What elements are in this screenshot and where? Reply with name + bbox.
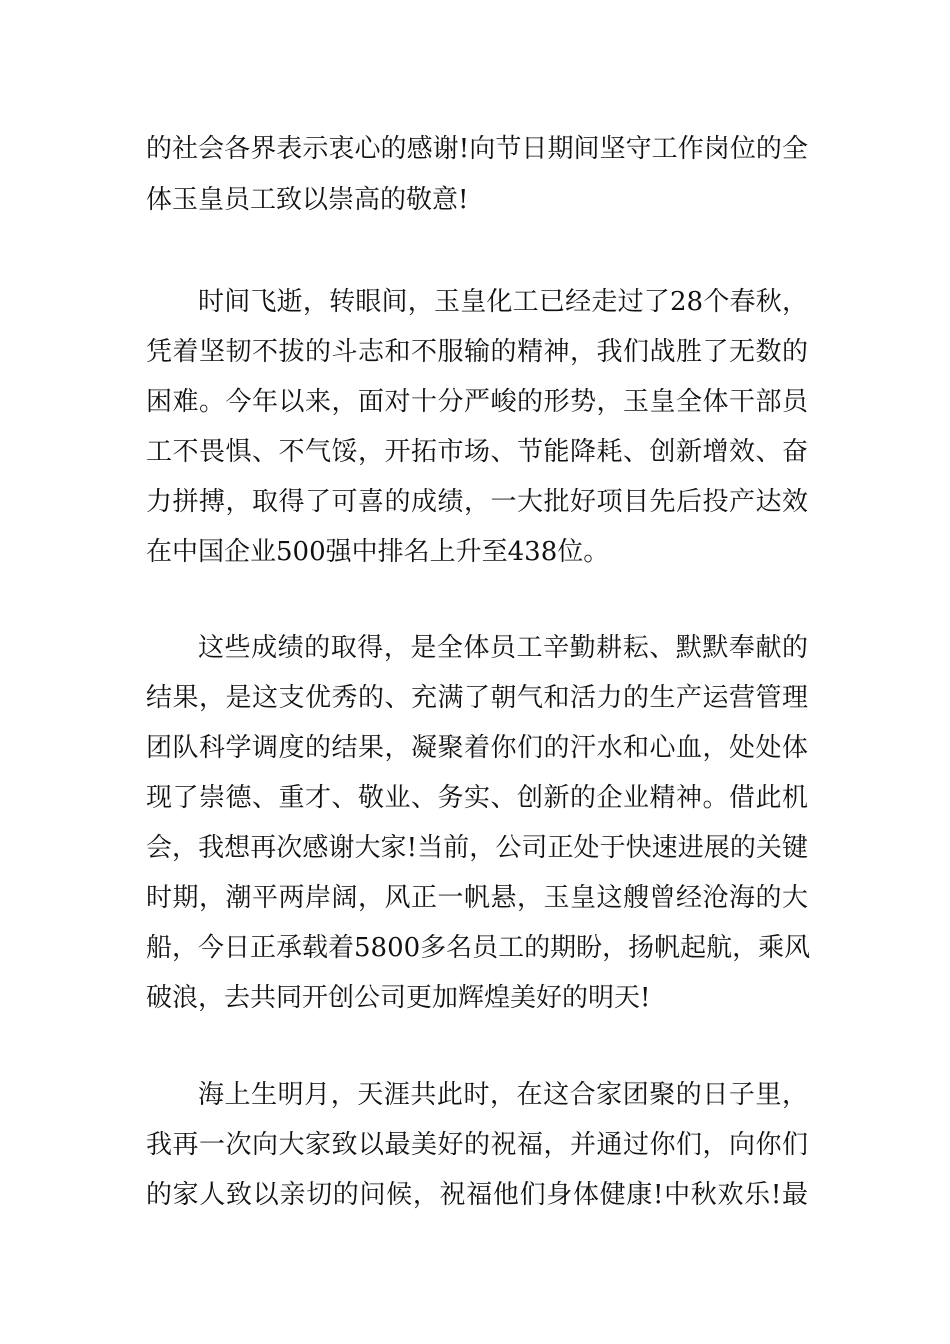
paragraph-3-line-3: 团队科学调度的结果，凝聚着你们的汗水和心血，处处体 <box>146 733 808 763</box>
paragraph-3-line-5: 会，我想再次感谢大家!当前，公司正处于快速进展的关键 <box>146 833 808 863</box>
paragraph-2-line-2: 凭着坚韧不拔的斗志和不服输的精神，我们战胜了无数的 <box>146 337 808 367</box>
paragraph-2-line-5: 力拼搏，取得了可喜的成绩，一大批好项目先后投产达效 <box>146 487 808 517</box>
paragraph-4-line-2: 我再一次向大家致以最美好的祝福，并通过你们，向你们 <box>146 1130 808 1160</box>
paragraph-3-line-4: 现了崇德、重才、敬业、务实、创新的企业精神。借此机 <box>146 783 808 813</box>
paragraph-3-line-2: 结果，是这支优秀的、充满了朝气和活力的生产运营管理 <box>146 683 808 713</box>
paragraph-2-line-3: 困难。今年以来，面对十分严峻的形势，玉皇全体干部员 <box>146 387 808 417</box>
paragraph-2-line-4: 工不畏惧、不气馁，开拓市场、节能降耗、创新增效、奋 <box>146 437 808 467</box>
paragraph-2-line-1: 时间飞逝，转眼间，玉皇化工已经走过了28个春秋， <box>198 287 808 317</box>
paragraph-2-line-6: 在中国企业500强中排名上升至438位。 <box>146 537 610 567</box>
paragraph-1-line-2: 体玉皇员工致以崇高的敬意! <box>146 185 469 215</box>
paragraph-3-line-8: 破浪，去共同开创公司更加辉煌美好的明天! <box>146 983 651 1013</box>
paragraph-3-line-6: 时期，潮平两岸阔，风正一帆悬，玉皇这艘曾经沧海的大 <box>146 883 808 913</box>
paragraph-3-line-7: 船，今日正承载着5800多名员工的期盼，扬帆起航，乘风 <box>146 933 811 963</box>
paragraph-3-line-1: 这些成绩的取得，是全体员工辛勤耕耘、默默奉献的 <box>198 633 808 663</box>
paragraph-1-line-1: 的社会各界表示衷心的感谢!向节日期间坚守工作岗位的全 <box>146 134 808 164</box>
paragraph-4-line-1: 海上生明月，天涯共此时，在这合家团聚的日子里， <box>198 1080 808 1110</box>
paragraph-4-line-3: 的家人致以亲切的问候，祝福他们身体健康!中秋欢乐!最 <box>146 1180 808 1210</box>
